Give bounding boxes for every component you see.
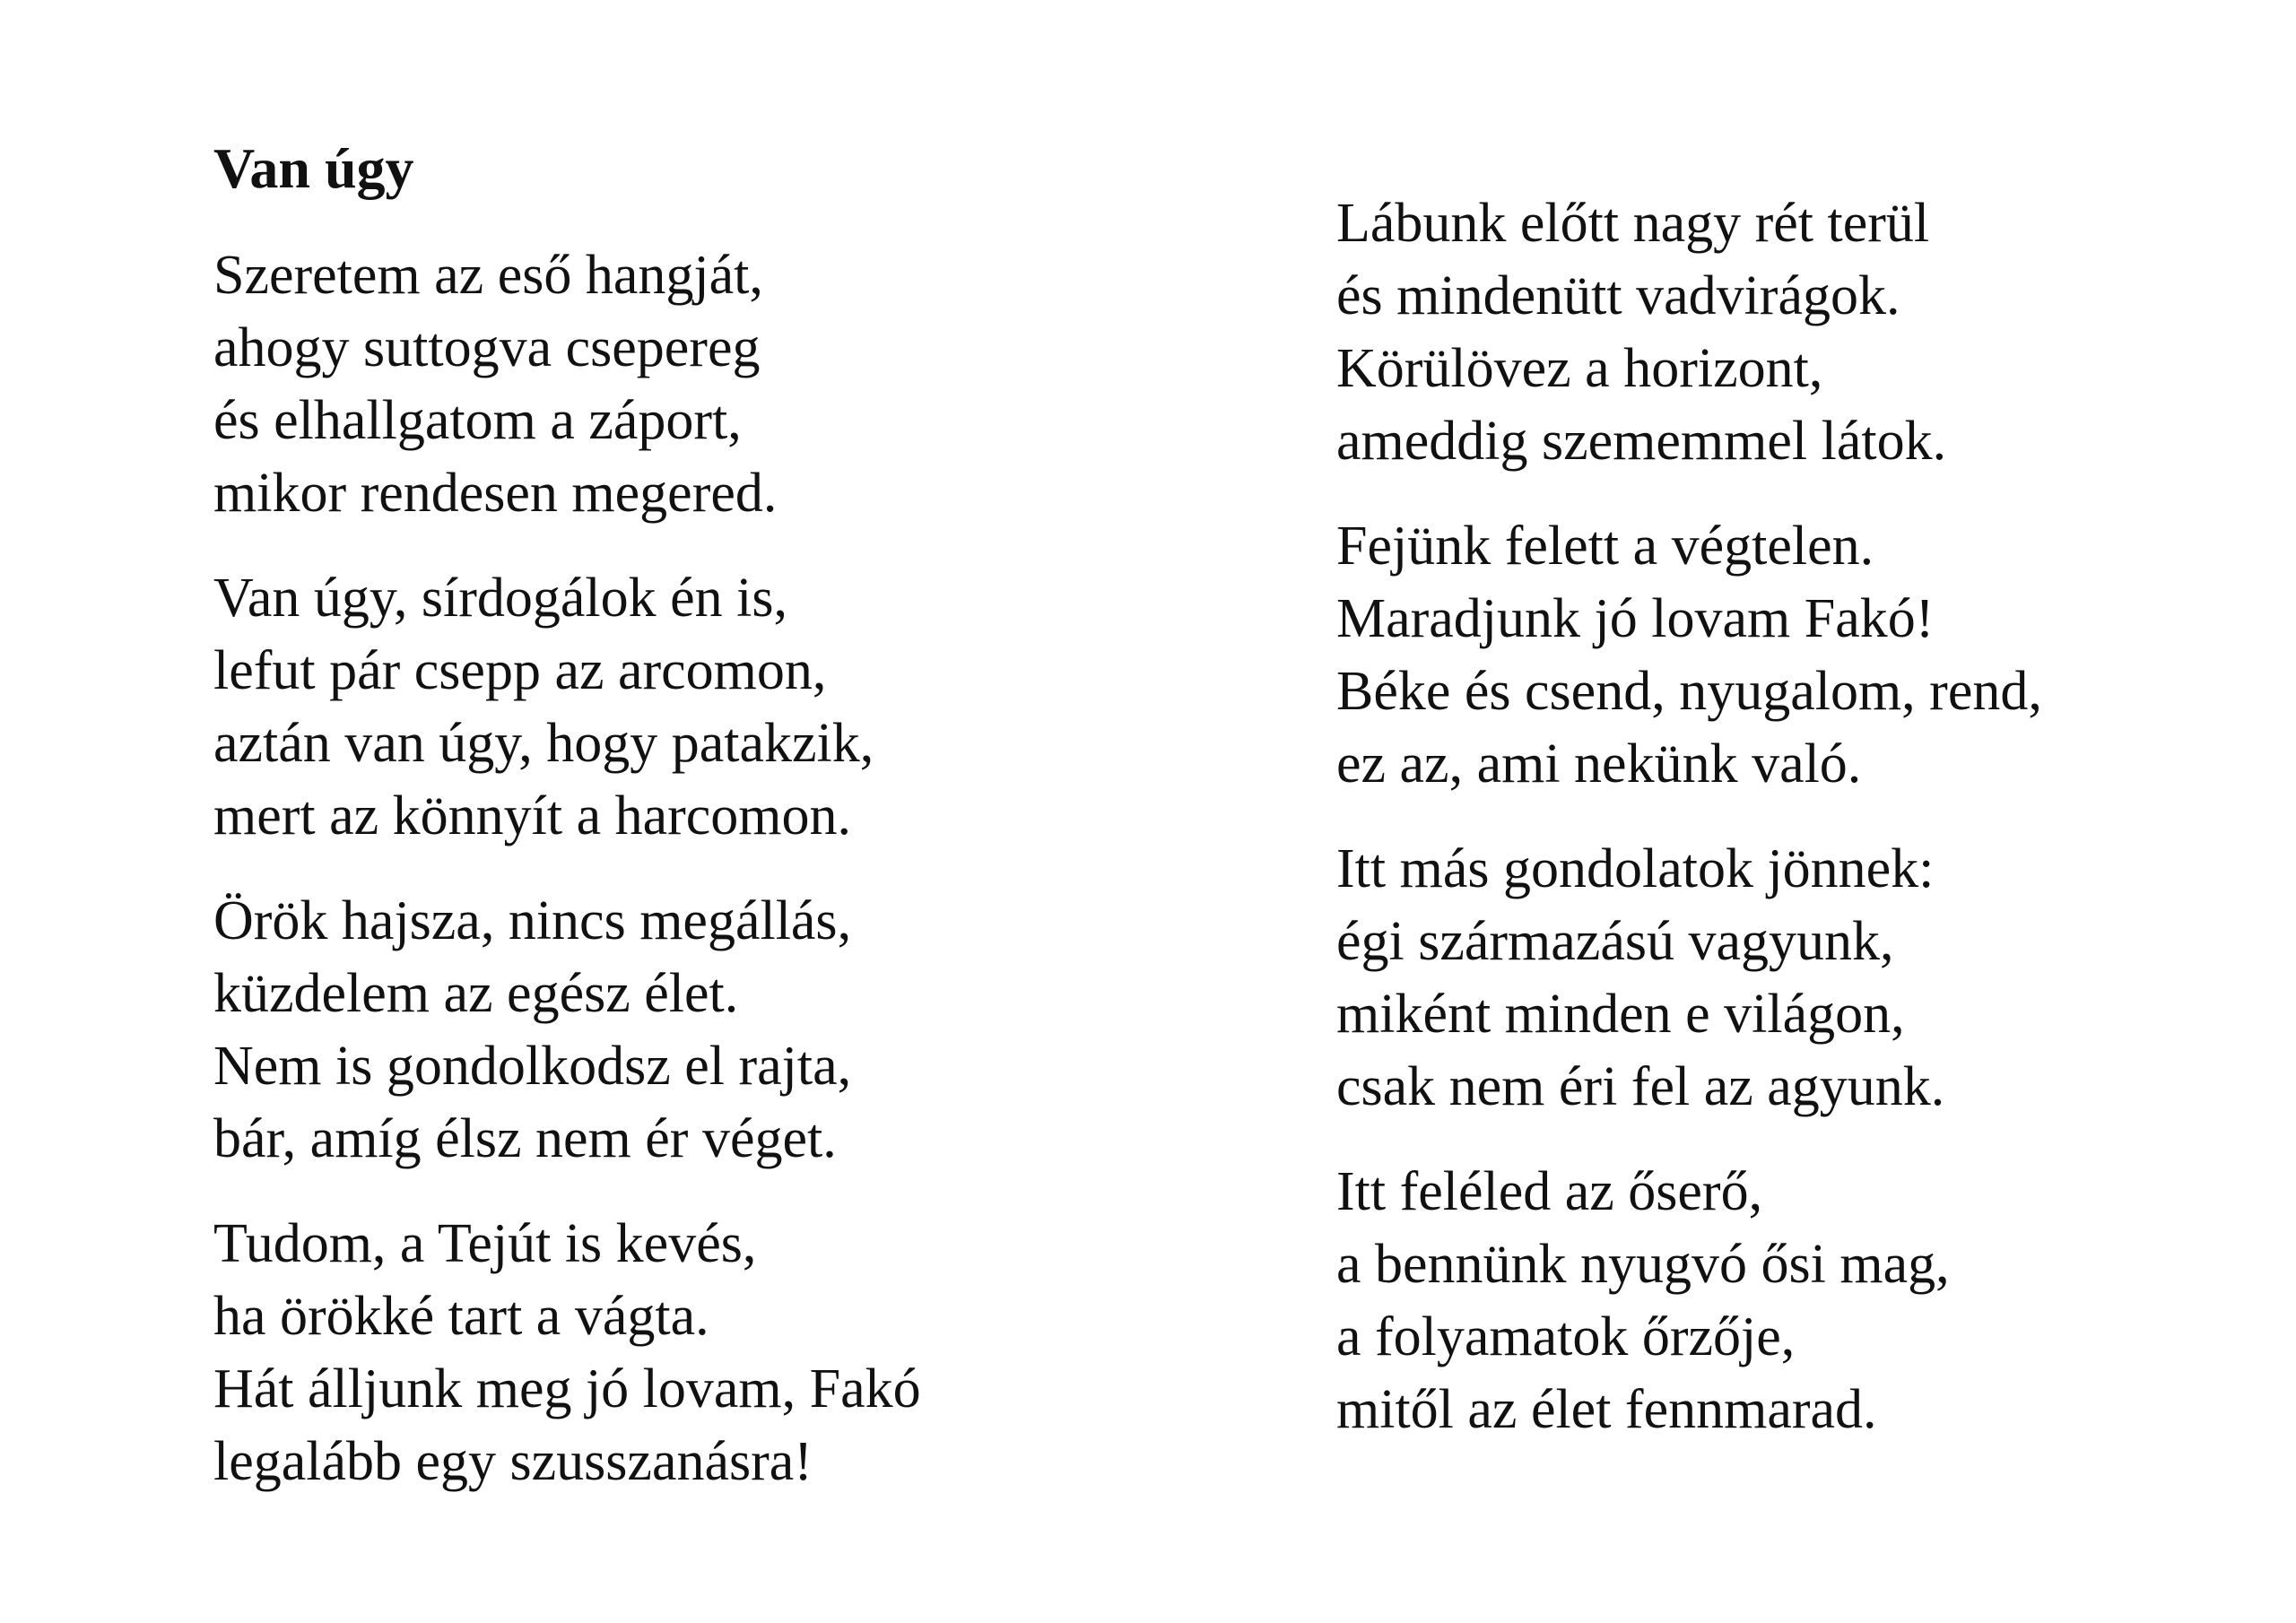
stanza bbox=[1336, 187, 2233, 478]
poem-line: Körülövez a horizont, bbox=[1336, 338, 1823, 399]
poem-line: miként minden e világon, bbox=[1336, 984, 1905, 1045]
poem-line: és mindenütt vadvirágok. bbox=[1336, 265, 1900, 326]
poem-line: Béke és csend, nyugalom, rend, bbox=[1336, 661, 2042, 722]
poem-line: Tudom, a Tejút is kevés, bbox=[213, 1213, 757, 1274]
poem-line: aztán van úgy, hogy patakzik, bbox=[213, 713, 874, 774]
poem-line: és elhallgatom a záport, bbox=[213, 390, 742, 451]
poem-line: legalább egy szusszanásra! bbox=[213, 1431, 813, 1492]
poem-title: Van úgy bbox=[213, 136, 414, 200]
poem-line: a bennünk nyugvó ősi mag, bbox=[1336, 1234, 1950, 1295]
stanza bbox=[213, 562, 1110, 853]
poem-line: ha örökké tart a vágta. bbox=[213, 1286, 709, 1347]
poem-line: mitől az élet fennmarad. bbox=[1336, 1379, 1877, 1440]
poem-line: Itt más gondolatok jönnek: bbox=[1336, 838, 1935, 899]
poem-line: Nem is gondolkodsz el rajta, bbox=[213, 1036, 852, 1097]
poem-line: bár, amíg élsz nem ér véget. bbox=[213, 1108, 837, 1169]
stanza bbox=[213, 885, 1110, 1176]
stanza bbox=[1336, 1156, 2233, 1446]
poem-line: Szeretem az eső hangját, bbox=[213, 245, 763, 306]
poem-line: ez az, ami nekünk való. bbox=[1336, 733, 1862, 794]
poem-line: Lábunk előtt nagy rét terül bbox=[1336, 193, 1930, 254]
poem-line: lefut pár csepp az arcomon, bbox=[213, 640, 827, 701]
poem-line: Fejünk felett a végtelen. bbox=[1336, 516, 1874, 577]
poem-line: Hát álljunk meg jó lovam, Fakó bbox=[213, 1358, 921, 1419]
left-column bbox=[213, 239, 1110, 1531]
right-column bbox=[1336, 187, 2233, 1479]
stanza bbox=[213, 239, 1110, 530]
poem-line: Van úgy, sírdogálok én is, bbox=[213, 568, 788, 629]
poem-line: égi származású vagyunk, bbox=[1336, 911, 1894, 972]
stanza bbox=[213, 1208, 1110, 1498]
poem-line: ahogy suttogva csepereg bbox=[213, 317, 761, 378]
poem-line: mert az könnyít a harcomon. bbox=[213, 785, 852, 846]
poem-line: Itt feléled az őserő, bbox=[1336, 1161, 1763, 1222]
poem-line: Örök hajsza, nincs megállás, bbox=[213, 890, 852, 951]
poem-line: küzdelem az egész élet. bbox=[213, 963, 739, 1024]
stanza bbox=[1336, 833, 2233, 1124]
poem-line: csak nem éri fel az agyunk. bbox=[1336, 1056, 1945, 1117]
stanza bbox=[1336, 510, 2233, 801]
poem-line: mikor rendesen megered. bbox=[213, 463, 778, 524]
poem-line: Maradjunk jó lovam Fakó! bbox=[1336, 588, 1935, 649]
poem-line: ameddig szememmel látok. bbox=[1336, 411, 1947, 472]
poem-line: a folyamatok őrzője, bbox=[1336, 1306, 1796, 1367]
